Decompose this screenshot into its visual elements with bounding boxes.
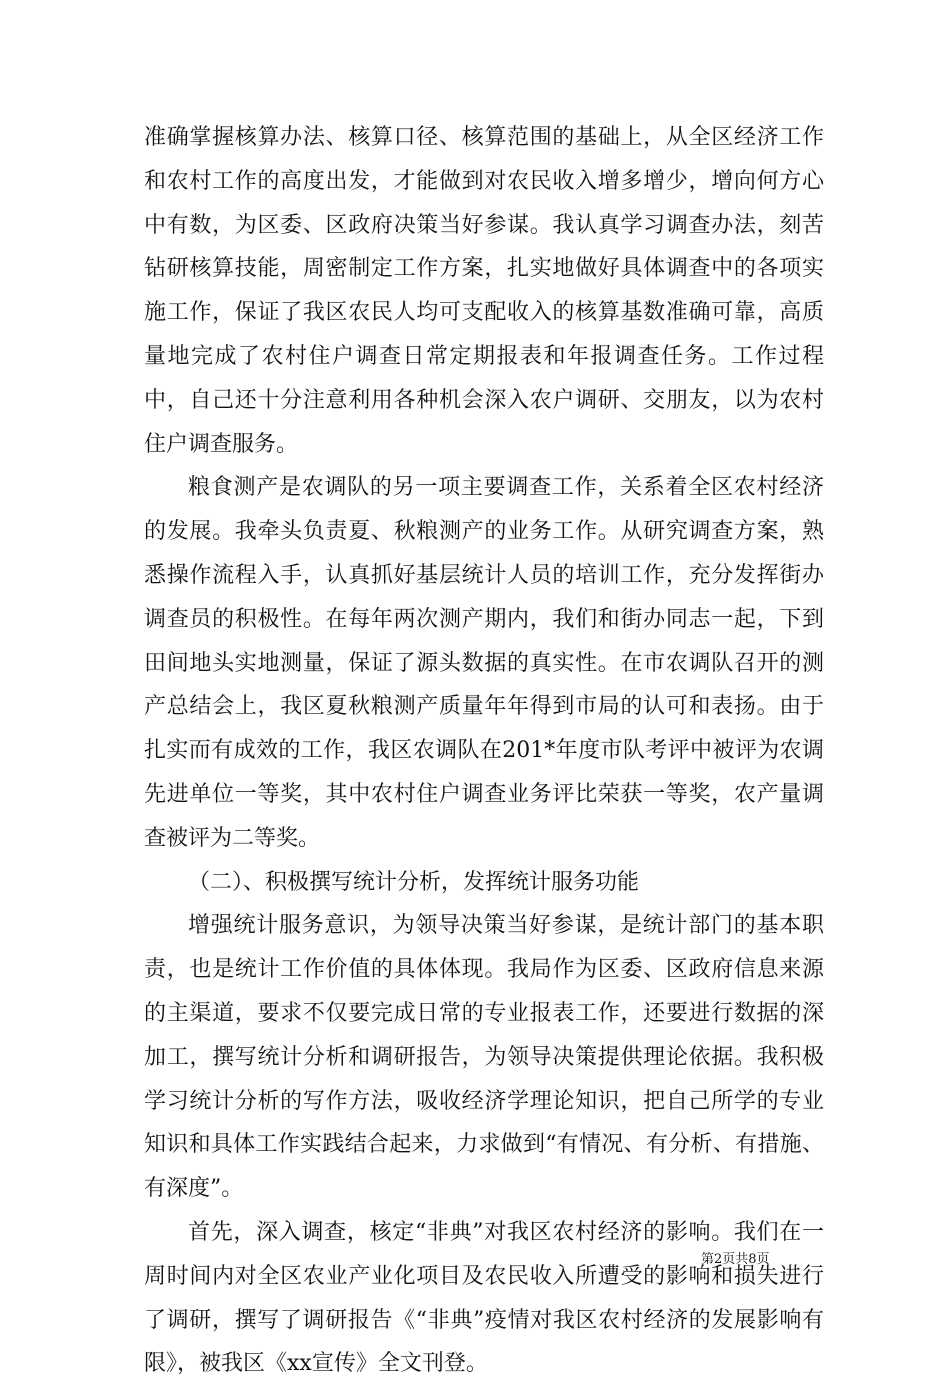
document-body xyxy=(144,116,824,1386)
paragraph-statistical-service: 增强统计服务意识，为领导决策当好参谋，是统计部门的基本职责，也是统计工作价值的具体体现。我局作为区委、区政府信息来源的主渠道，要求不仅要完成日常的专业报表工作，还要进行数据的深加工，撰写统计分析和调研报告，为领导决策提供理论依据。我积极学习统计分析的写作方法，吸收经济学理论知识，把自己所学的专业知识和具体工作实践结合起来，力求做到“有情况、有分析、有措施、有深度”。 xyxy=(144,913,824,1202)
section-heading: （二）、积极撰写统计分析，发挥统计服务功能 xyxy=(188,869,640,895)
page-number-footer: 第2页共8页 xyxy=(701,1252,770,1267)
paragraph-sars-survey: 首先，深入调查，核定“非典”对我区农村经济的影响。我们在一周时间内对全区农业产业化项目及农民收入所遭受的影响和损失进行了调研，撰写了调研报告《“非典”疫情对我区农村经济的发展影响有限》，被我区《xx宣传》全文刊登。 xyxy=(144,1219,824,1377)
paragraph-income-survey: 准确掌握核算办法、核算口径、核算范围的基础上，从全区经济工作和农村工作的高度出发，才能做到对农民收入增多增少，增向何方心中有数，为区委、区政府决策当好参谋。我认真学习调查办法，刻苦钻研核算技能，周密制定工作方案，扎实地做好具体调查中的各项实施工作，保证了我区农民人均可支配收入的核算基数准确可靠，高质量地完成了农村住户调查日常定期报表和年报调查任务。工作过程中，自己还十分注意利用各种机会深入农户调研、交朋友，以为农村住户调查服务。 xyxy=(144,125,824,457)
paragraph-grain-yield: 粮食测产是农调队的另一项主要调查工作，关系着全区农村经济的发展。我牵头负责夏、秋粮测产的业务工作。从研究调查方案，熟悉操作流程入手，认真抓好基层统计人员的培训工作，充分发挥街办调查员的积极性。在每年两次测产期内，我们和街办同志一起，下到田间地头实地测量，保证了源头数据的真实性。在市农调队召开的测产总结会上，我区夏秋粮测产质量年年得到市局的认可和表扬。由于扎实而有成效的工作，我区农调队在201*年度市队考评中被评为农调先进单位一等奖，其中农村住户调查业务评比荣获一等奖，农产量调查被评为二等奖。 xyxy=(144,475,824,851)
